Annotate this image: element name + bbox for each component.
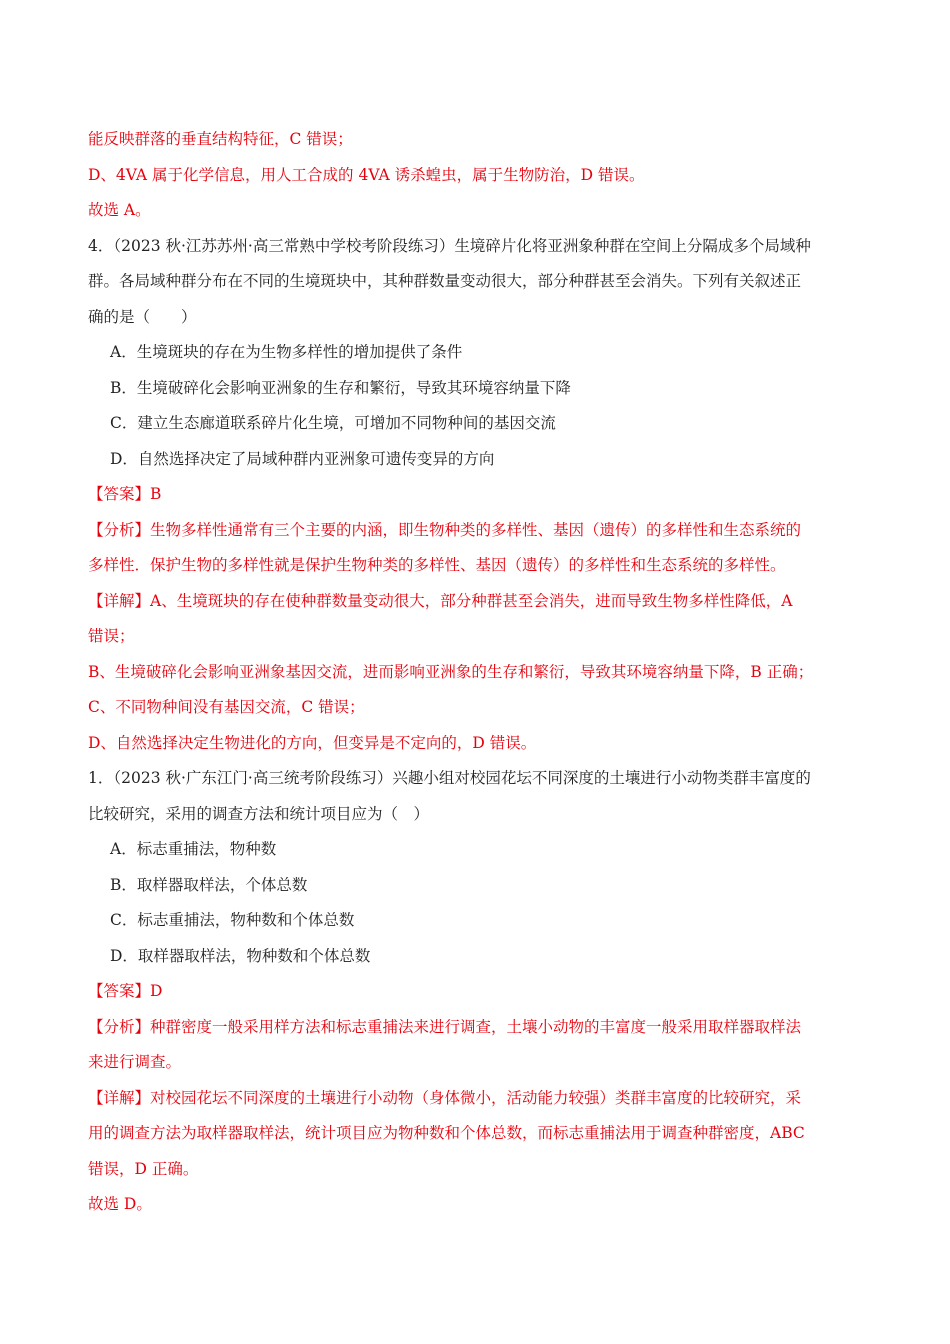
q4-option-d: D．自然选择决定了局域种群内亚洲象可遗传变异的方向 (110, 449, 495, 468)
q1-analysis-line-2: 来进行调查。 (88, 1053, 182, 1071)
q1-option-c: C．标志重捕法，物种数和个体总数 (110, 911, 355, 929)
q4-detail-line-2: 错误； (88, 627, 135, 645)
q4-analysis-text-1: 生物多样性通常有三个主要的内涵，即生物种类的多样性、基因（遗传）的多样性和生态系统的 (150, 520, 802, 539)
q4-analysis-tag: 【分析】 (88, 520, 151, 539)
prev-detail-line-1: 能反映群落的垂直结构特征，C 错误； (88, 130, 353, 148)
q1-answer (88, 974, 868, 1010)
q1-option-d: D．取样器取样法，物种数和个体总数 (110, 946, 371, 965)
q4-detail-text-1: A、生境斑块的存在使种群数量变动很大，部分种群甚至会消失，进而导致生物多样性降低，A (150, 591, 793, 610)
q1-stem-line-2: 比较研究，采用的调查方法和统计项目应为（ ） (88, 804, 430, 823)
document-page (88, 122, 868, 1223)
q4-option-a: A．生境斑块的存在为生物多样性的增加提供了条件 (110, 343, 463, 361)
q4-stem-line-3: 确的是（ ） (88, 307, 197, 326)
q4-stem-line-1: 4．（2023 秋·江苏苏州·高三常熟中学校考阶段练习）生境碎片化将亚洲象种群在空间上分隔成多个局域种 (88, 236, 811, 255)
q4-detail-line-1 (88, 584, 868, 620)
q1-conclusion: 故选 D。 (88, 1195, 152, 1213)
q1-detail-line-1 (88, 1081, 868, 1117)
q4-analysis-line-1 (88, 513, 868, 549)
q1-detail-text-1: 对校园花坛不同深度的土壤进行小动物（身体微小，活动能力较强）类群丰富度的比较研究，采 (150, 1088, 802, 1107)
q4-answer-value: B (150, 485, 162, 503)
q1-detail-tag: 【详解】 (88, 1088, 151, 1107)
q1-analysis-tag: 【分析】 (88, 1017, 151, 1036)
q1-option-a: A．标志重捕法，物种数 (110, 840, 277, 858)
q1-detail-line-3: 错误，D 正确。 (88, 1159, 199, 1178)
prev-conclusion: 故选 A。 (88, 201, 151, 219)
q1-detail-line-2: 用的调查方法为取样器取样法，统计项目应为物种数和个体总数，而标志重捕法用于调查种群密度，ABC (88, 1124, 805, 1142)
q4-answer (88, 477, 868, 513)
q4-option-c: C．建立生态廊道联系碎片化生境，可增加不同物种间的基因交流 (110, 414, 556, 432)
prev-detail-line-2: D、4VA 属于化学信息，用人工合成的 4VA 诱杀蝗虫，属于生物防治，D 错误。 (88, 165, 645, 184)
q1-analysis-line-1 (88, 1010, 868, 1046)
q1-stem-line-1: 1．（2023 秋·广东江门·高三统考阶段练习）兴趣小组对校园花坛不同深度的土壤进行小动物类群丰富度的 (88, 769, 811, 787)
q4-analysis-line-2: 多样性．保护生物的多样性就是保护生物种类的多样性、基因（遗传）的多样性和生态系统的多样性。 (88, 556, 786, 574)
q4-answer-tag: 【答案】 (88, 485, 151, 503)
q4-detail-tag: 【详解】 (88, 591, 151, 610)
q1-analysis-text-1: 种群密度一般采用样方法和标志重捕法来进行调查，土壤小动物的丰富度一般采用取样器取样法 (150, 1017, 802, 1036)
q4-detail-line-3: B、生境破碎化会影响亚洲象基因交流，进而影响亚洲象的生存和繁衍，导致其环境容纳量下降，B 正确； (88, 662, 814, 681)
q1-answer-value: D (150, 982, 163, 1000)
q1-answer-tag: 【答案】 (88, 982, 151, 1000)
q4-detail-line-5: D、自然选择决定生物进化的方向，但变异是不定向的，D 错误。 (88, 733, 537, 752)
q4-detail-line-4: C、不同物种间没有基因交流，C 错误； (88, 698, 365, 716)
q4-stem-line-2: 群。各局域种群分布在不同的生境斑块中，其种群数量变动很大，部分种群甚至会消失。下列有关叙述正 (88, 272, 802, 290)
q1-option-b: B．取样器取样法，个体总数 (110, 875, 308, 894)
q4-option-b: B．生境破碎化会影响亚洲象的生存和繁衍，导致其环境容纳量下降 (110, 378, 571, 397)
